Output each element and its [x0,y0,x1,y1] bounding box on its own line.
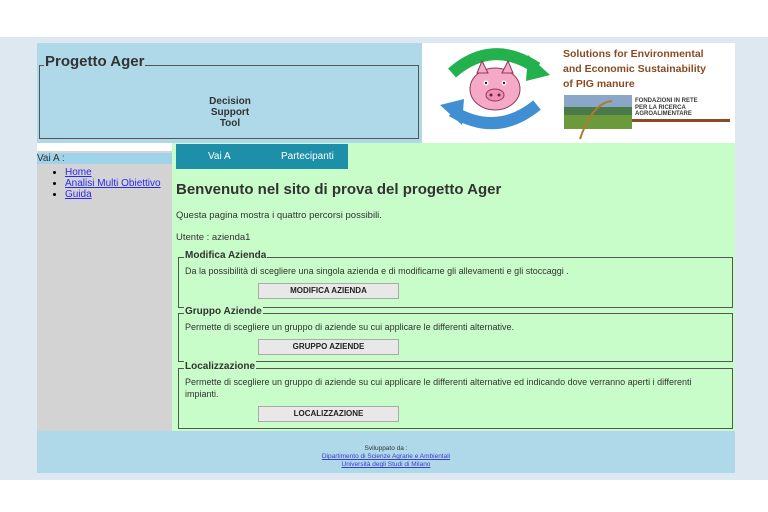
footer [37,431,735,473]
intro-text: Questa pagina mostra i quattro percorsi possibili. [176,210,382,221]
solutions-line-1: Solutions for Environmental [563,48,704,60]
footer-university-line [37,461,735,469]
gruppo-aziende-button[interactable]: GRUPPO AZIENDE [258,339,399,355]
sidebar-link-guida[interactable]: Guida [65,189,92,200]
dst-line-3: Tool [219,118,241,129]
solutions-line-3: of PIG manure [563,78,635,90]
main-content [172,143,735,431]
page-container [37,43,735,473]
modifica-azienda-section [178,250,733,308]
dst-label [190,96,270,129]
sidebar-link-analisi-multi-obiettivo[interactable]: Analisi Multi Obiettivo [65,178,161,189]
footer-developed-by: Sviluppato da : [364,445,408,452]
solutions-line-2: and Economic Sustainability [563,63,706,75]
page-title: Benvenuto nel sito di prova del progetto Ager [176,181,502,198]
footer-university-link[interactable]: Università degli Studi di Milano [341,461,431,468]
fondazione-line-1: FONDAZIONI IN RETE [635,98,698,104]
sidebar-item-guida [65,189,161,200]
localizzazione-section [178,361,733,429]
sidebar-link-home[interactable]: Home [65,167,92,178]
gruppo-aziende-section [178,306,733,362]
dst-line-2: Support [210,107,250,118]
gruppo-aziende-description: Permette di scegliere un gruppo di aziende su cui applicare le differenti alternative. [185,322,515,332]
sidebar [37,151,172,431]
gruppo-aziende-legend: Gruppo Aziende [185,306,262,317]
project-fieldset [39,53,419,139]
tab-vai-a[interactable]: Vai A [208,151,231,162]
fondazione-line-2: PER LA RICERCA [635,104,686,111]
header-logo-panel [422,43,735,143]
localizzazione-description: Permette di scegliere un gruppo di aziende su cui applicare le differenti alternative ed indicando dove verranno aperti i differenti impianti. [185,377,692,399]
project-title: Progetto Ager [45,53,145,70]
sidebar-menu [47,167,161,200]
user-label: Utente : azienda1 [176,232,251,243]
localizzazione-button[interactable]: LOCALIZZAZIONE [258,406,399,422]
footer-department-link[interactable]: Dipartimento di Scienze Agrarie e Ambientali [321,453,451,460]
solutions-text [563,47,738,92]
footer-department-line [37,453,735,461]
sidebar-title: Vai A : [37,153,172,164]
tab-bar [176,144,348,169]
dst-line-1: Decision [209,96,251,107]
fondazione-text [635,98,725,118]
sidebar-item-analisi [65,178,161,189]
localizzazione-legend: Localizzazione [185,361,256,372]
modifica-azienda-button[interactable]: MODIFICA AZIENDA [258,283,399,299]
sidebar-item-home [65,167,161,178]
fondazione-line-3: AGROALIMENTARE [635,111,692,117]
modifica-azienda-legend: Modifica Azienda [185,250,267,261]
header-title-panel [37,43,422,143]
tab-partecipanti[interactable]: Partecipanti [281,151,334,162]
modifica-azienda-description: Da la possibilità di scegliere una singola azienda e di modificarne gli allevamenti e gli stoccaggi . [185,266,569,276]
